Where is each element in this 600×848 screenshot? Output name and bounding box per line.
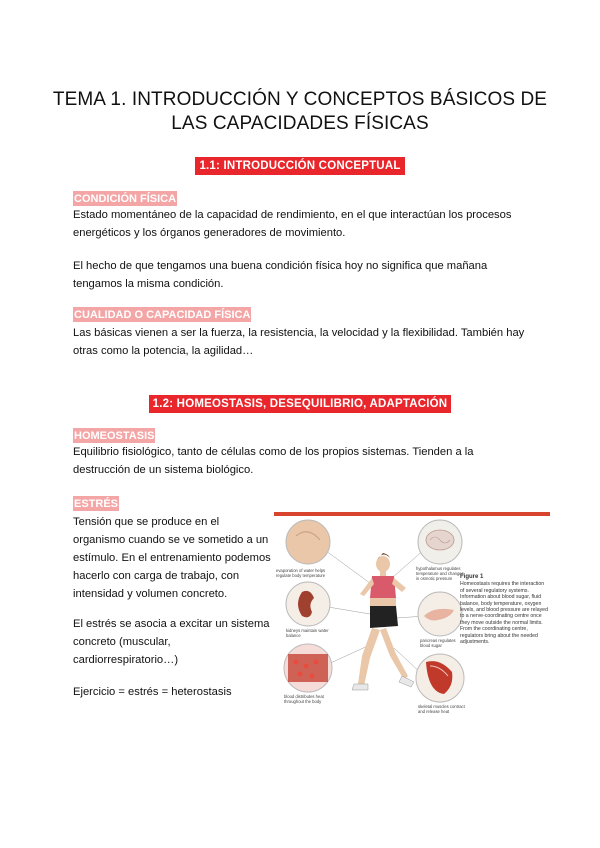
callout-kidney: kidneys maintain water balance — [286, 628, 329, 638]
paragraph-homeostasis: Equilibrio fisiológico, tanto de células como de los propios sistemas. Tienden a la destrucción de un sistema biológico. — [73, 446, 474, 476]
callout-skin: evaporation of water helps regulate body temperature — [276, 568, 326, 578]
section-heading-1-2-text: 1.2: HOMEOSTASIS, DESEQUILIBRIO, ADAPTACIÓN — [149, 395, 452, 413]
paragraph-condicion-fisica: Estado momentáneo de la capacidad de rendimiento, en el que interactúan los procesos energéticos y los órganos generadores de movimiento. — [73, 209, 512, 239]
skin-icon — [286, 520, 330, 564]
section-heading-1-2 — [0, 394, 600, 412]
homeostasis-figure — [274, 512, 550, 721]
callout-brain: hypothalamus regulates temperature and changes in osmotic pressure — [416, 566, 464, 581]
label-estres: ESTRÉS — [74, 498, 119, 510]
figure-caption-text: Homeostasis requires the interaction of several regulatory systems. Information about blood sugar, fluid balance, body temperature, oxygen levels, and blood pressure are relayed to a nerve-coordinating centre once they move outside the normal limits. From the coordinating centre, regulators bring about the needed adjustments. — [460, 581, 548, 646]
paragraph-estres-3: Ejercicio = estrés = heterostasis — [73, 686, 232, 698]
paragraph-condicion-fisica-2: El hecho de que tengamos una buena condición física hoy no significa que mañana tengamos la misma condición. — [73, 260, 488, 290]
paragraph-estres: Tensión que se produce en el organismo cuando se ve sometido a un estímulo. En el entrenamiento podemos hacerlo con carga de trabajo, con intensidad y volumen concreto. — [73, 516, 271, 600]
label-capacidad-fisica: CUALIDAD O CAPACIDAD FÍSICA — [74, 309, 251, 321]
runner-figure — [352, 553, 414, 690]
label-homeostasis: HOMEOSTASIS — [74, 430, 155, 442]
callout-pancreas: pancreas regulates blood sugar — [420, 638, 456, 648]
paragraph-estres-2: El estrés se asocia a excitar un sistema concreto (muscular, cardiorrespiratorio…) — [73, 618, 270, 666]
section-heading-1-1 — [0, 156, 600, 174]
figure-title: Figure 1 — [460, 574, 484, 580]
figure-caption — [460, 574, 548, 645]
section-heading-1-1-text: 1.1: INTRODUCCIÓN CONCEPTUAL — [195, 157, 404, 175]
label-condicion-fisica: CONDICIÓN FÍSICA — [74, 193, 177, 205]
paragraph-capacidad-fisica: Las básicas vienen a ser la fuerza, la resistencia, la velocidad y la flexibilidad. También hay otras como la potencia, la agilidad… — [73, 327, 525, 357]
callout-muscle: skeletal muscles contract and release heat — [418, 704, 465, 714]
callout-blood: blood distributes heat throughout the body — [284, 694, 324, 704]
page-title: TEMA 1. INTRODUCCIÓN Y CONCEPTOS BÁSICOS DE LAS CAPACIDADES FÍSICAS — [52, 89, 548, 134]
